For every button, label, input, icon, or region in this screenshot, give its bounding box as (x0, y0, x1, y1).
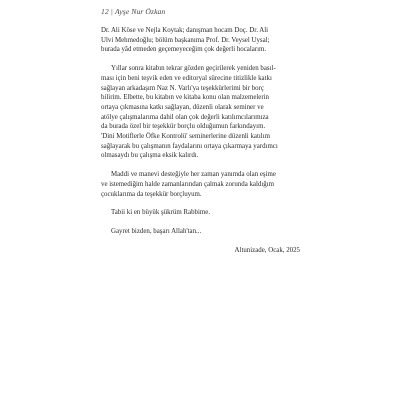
text-line: olmasaydı bu çalışma eksik kalırdı. (101, 152, 199, 160)
paragraph-5: Gayret bizden, başarı Allah'tan... (111, 227, 202, 235)
running-head-separator: | (110, 7, 113, 16)
text-line: atölye çalışmalarıma dahil olan çok değerli katılımcılarımıza (101, 113, 269, 121)
paragraph-2 (101, 64, 301, 161)
text-line: Ulvi Mehmedoğlu; bölüm başkanıma Prof. Dr. Veysel Uysal; (101, 36, 270, 44)
text-line: ması için beni teşvik eden ve editoryal sürecine titizlikle katkı (101, 74, 272, 82)
page-number: 12 (101, 7, 109, 16)
text-line: bilirim. Elbette, bu kitabın ve kitaba konu olan malzemelerin (101, 94, 270, 102)
text-line: 'Dini Motiflerle Öfke Kontrolü' seminerlerine düzenli katılım (101, 133, 270, 141)
running-head-author: Ayşe Nur Özkan (115, 7, 166, 16)
paragraph-1 (101, 26, 301, 55)
text-line: Maddi ve manevi desteğiyle her zaman yanımda olan eşime (111, 171, 276, 179)
signature-line: Altunizade, Ocak, 2025 (234, 246, 300, 254)
text-line: sağlayan arkadaşım Naz N. Varlı'ya teşekkürlerimi bir borç (101, 84, 264, 92)
text-line: Dr. Ali Köse ve Nejla Koytak; danışman hocam Doç. Dr. Ali (101, 27, 269, 34)
text-line: sağlayarak bu çalışmanın faydalarını ortaya çıkarmaya yardımcı (101, 142, 278, 150)
running-head (101, 7, 165, 16)
text-line: çocuklarıma da teşekkür borçluyum. (101, 190, 202, 198)
text-line: ve istemediğim halde zamanlarından çalmak zorunda kaldığım (101, 180, 274, 188)
paragraph-3 (101, 170, 301, 199)
text-line: da burada özel bir teşekkür borçlu olduğumun farkındayım. (101, 123, 266, 131)
text-line: burada yâd etmeden geçemeyeceğim çok değerli hocalarım. (101, 46, 267, 54)
paragraph-4: Tabii ki en büyük şükrüm Rabbime. (111, 209, 211, 217)
body-text (101, 26, 301, 255)
text-line: ortaya çıkmasına katkı sağlayan, düzenli olarak seminer ve (101, 103, 264, 111)
text-line: Yıllar sonra kitabın tekrar gözden geçirilerek yeniden basıl- (111, 65, 276, 73)
